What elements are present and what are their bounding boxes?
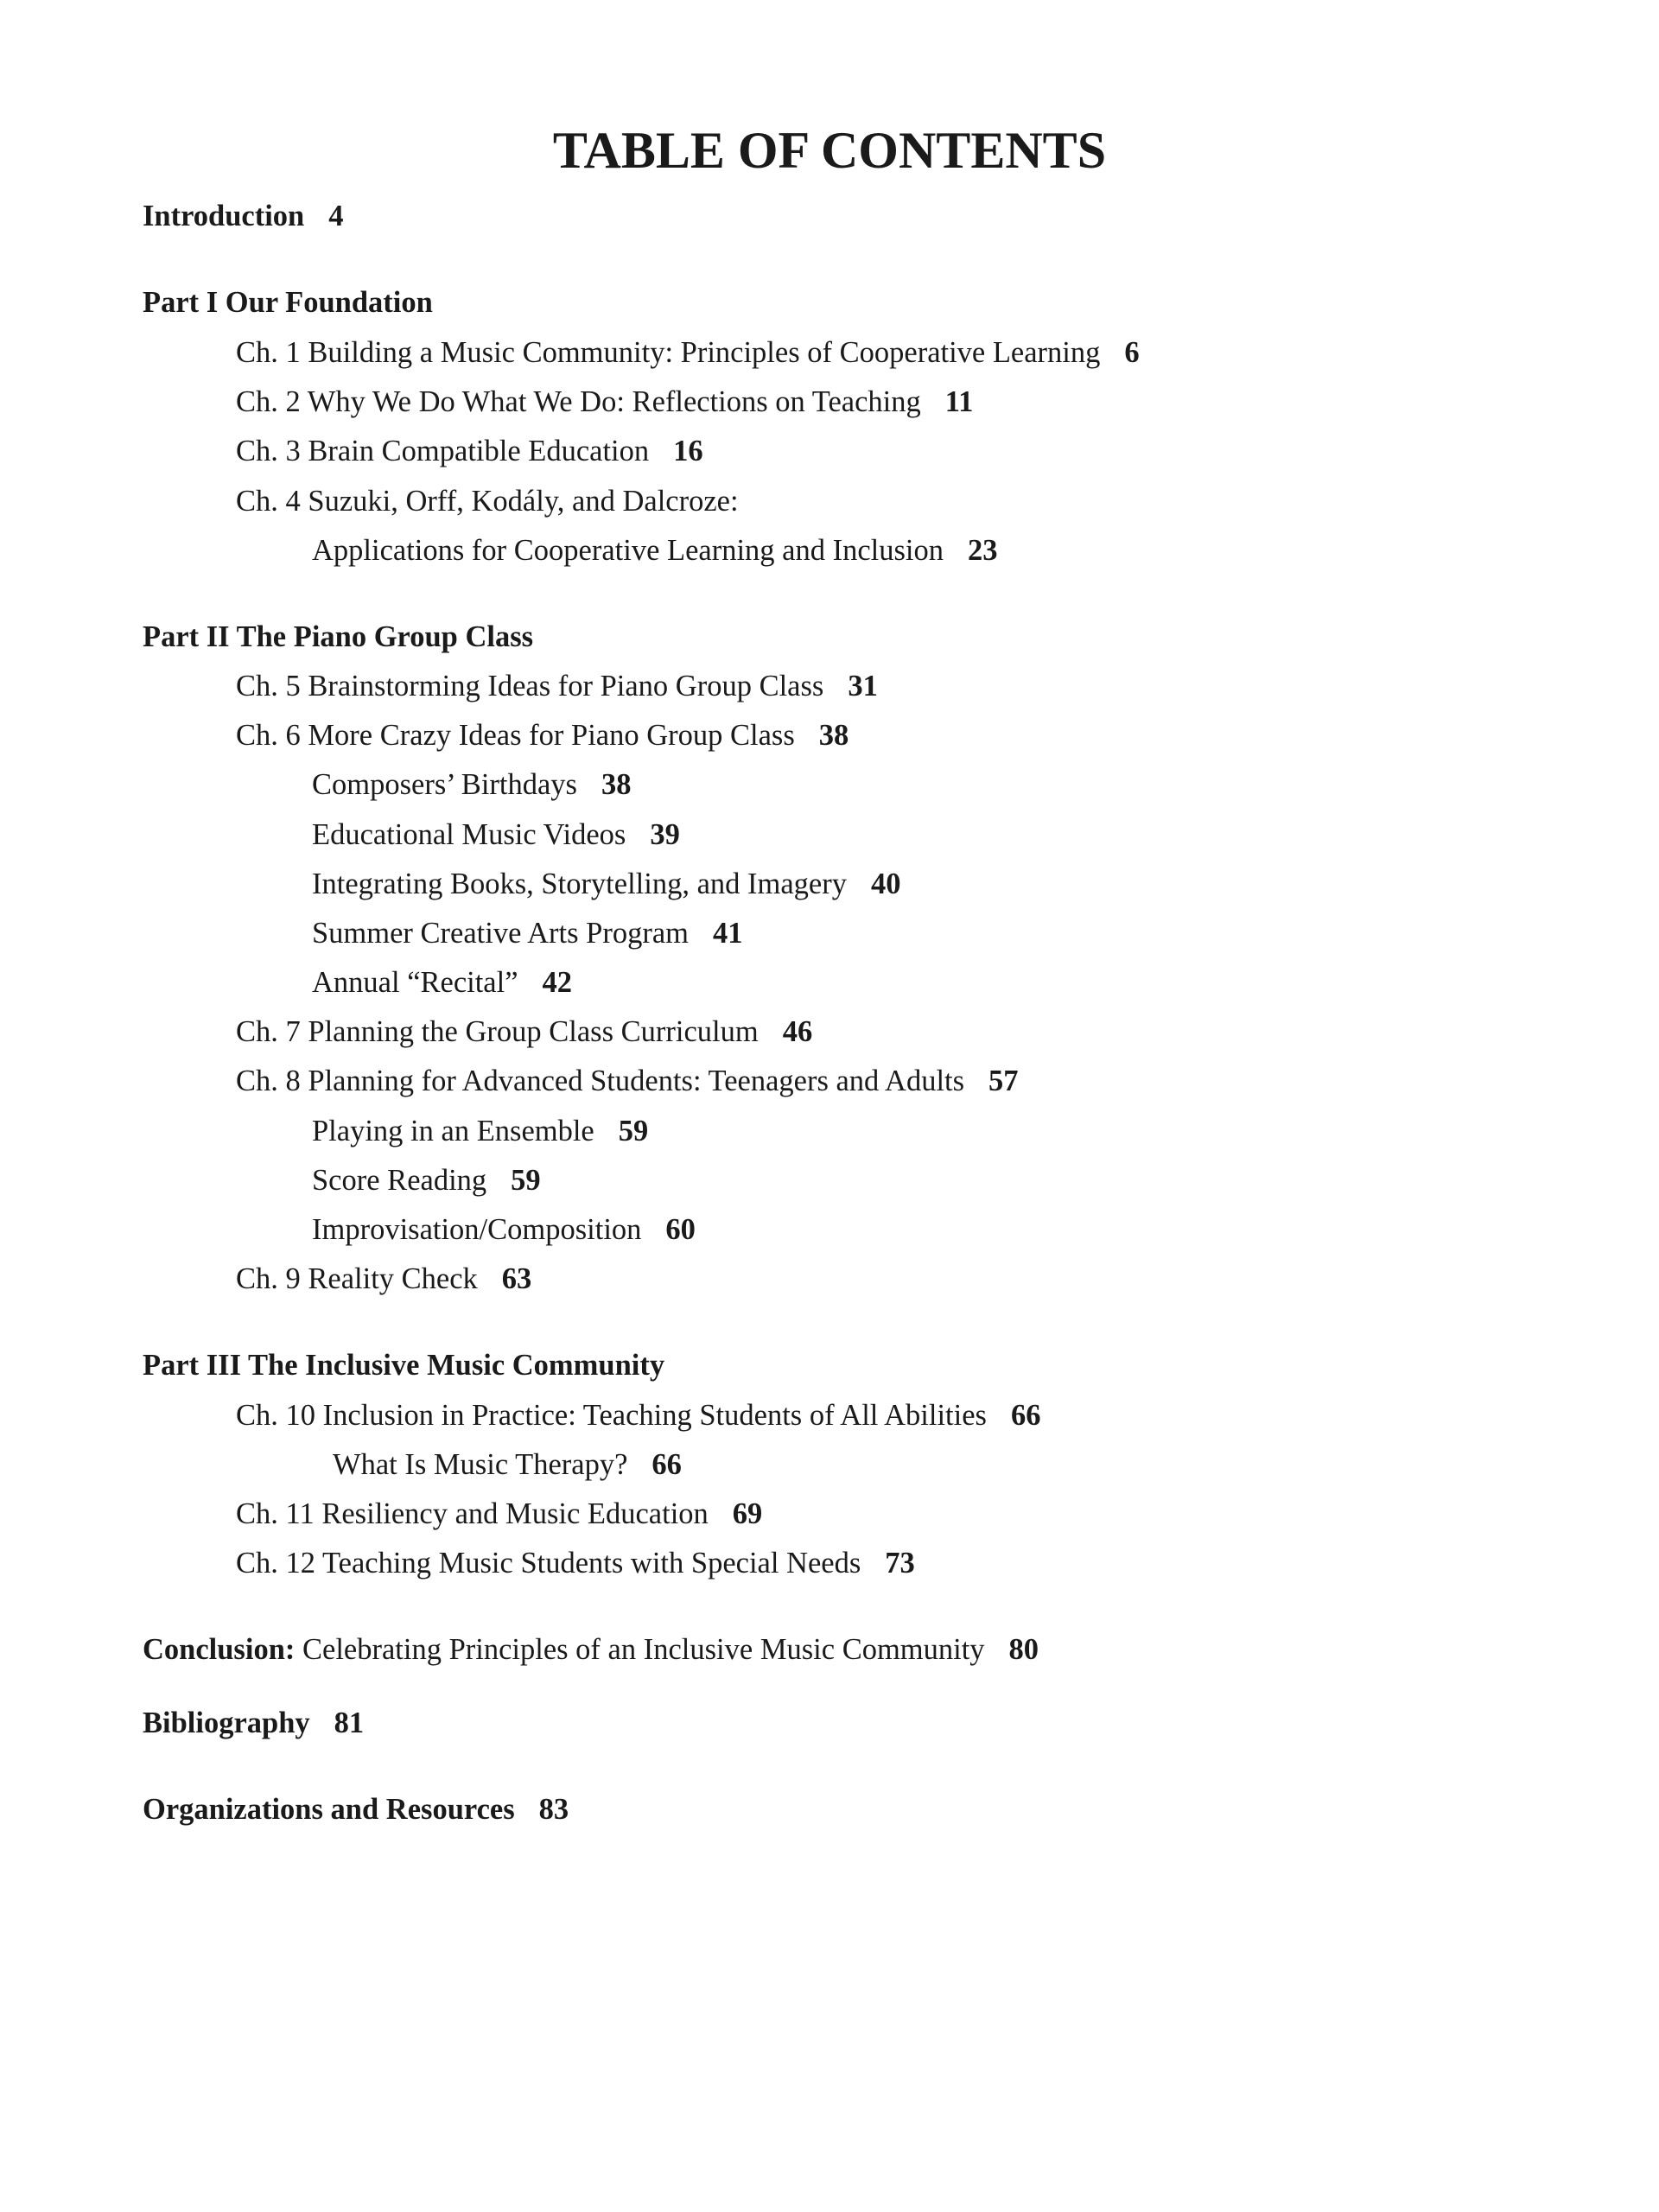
entry-page: 60 <box>665 1213 696 1246</box>
entry-page: 40 <box>870 868 901 900</box>
part-heading-1: Part I Our Foundation <box>143 286 433 319</box>
entry-page: 42 <box>542 966 573 999</box>
part-heading-3: Part III The Inclusive Music Community <box>143 1349 665 1382</box>
entry-label: Ch. 2 Why We Do What We Do: Reflections on Teaching <box>236 385 921 418</box>
entry-page: 80 <box>1008 1633 1039 1666</box>
entry-page: 16 <box>673 435 703 467</box>
entry-page: 59 <box>511 1164 541 1197</box>
toc-entry-introduction[interactable] <box>143 199 344 233</box>
entry-page: 73 <box>885 1547 915 1580</box>
entry-label: Educational Music Videos <box>312 818 626 851</box>
entry-page: 38 <box>601 768 632 801</box>
toc-entry-ch2[interactable] <box>236 385 973 419</box>
entry-label: Ch. 5 Brainstorming Ideas for Piano Group Class <box>236 670 824 702</box>
toc-subentry[interactable] <box>312 767 631 802</box>
toc-entry-ch10[interactable] <box>236 1398 1040 1433</box>
entry-page: 57 <box>988 1065 1019 1097</box>
toc-entry-ch1[interactable] <box>236 335 1140 370</box>
entry-page: 38 <box>818 719 849 752</box>
entry-page: 4 <box>328 200 344 232</box>
entry-label: Integrating Books, Storytelling, and Imagery <box>312 868 847 900</box>
page-title: TABLE OF CONTENTS <box>552 122 1107 179</box>
toc-subentry[interactable] <box>312 867 900 901</box>
entry-page: 66 <box>652 1448 682 1481</box>
toc-entry-ch6[interactable] <box>236 718 849 753</box>
toc-entry-ch7[interactable] <box>236 1014 812 1049</box>
toc-entry-ch4[interactable] <box>236 484 739 518</box>
entry-label: Ch. 4 Suzuki, Orff, Kodály, and Dalcroze: <box>236 485 739 518</box>
toc-entry-ch8[interactable] <box>236 1064 1019 1098</box>
entry-label: Applications for Cooperative Learning and Inclusion <box>312 534 944 567</box>
entry-label: Annual “Recital” <box>312 966 518 999</box>
entry-page: 81 <box>334 1707 365 1739</box>
entry-label: Composers’ Birthdays <box>312 768 577 801</box>
entry-label: Improvisation/Composition <box>312 1213 642 1246</box>
toc-subentry[interactable] <box>312 1163 541 1198</box>
part-heading-2: Part II The Piano Group Class <box>143 620 534 653</box>
toc-entry-ch3[interactable] <box>236 434 703 468</box>
entry-page: 59 <box>618 1115 649 1147</box>
entry-page: 11 <box>944 385 974 418</box>
entry-page: 6 <box>1124 336 1140 369</box>
entry-page: 23 <box>968 534 998 567</box>
entry-page: 83 <box>538 1793 569 1826</box>
entry-label: Organizations and Resources <box>143 1793 515 1826</box>
entry-label: Ch. 7 Planning the Group Class Curriculum <box>236 1015 759 1048</box>
entry-page: 66 <box>1010 1399 1041 1432</box>
toc-subentry[interactable] <box>312 1212 696 1247</box>
toc-entry-ch9[interactable] <box>236 1262 531 1296</box>
toc-subentry[interactable] <box>312 916 742 950</box>
entry-label: Ch. 9 Reality Check <box>236 1262 478 1295</box>
toc-subentry[interactable] <box>333 1447 682 1482</box>
entry-label: Playing in an Ensemble <box>312 1115 594 1147</box>
entry-label: Ch. 10 Inclusion in Practice: Teaching Students of All Abilities <box>236 1399 987 1432</box>
entry-label-bold: Conclusion: <box>143 1633 296 1666</box>
entry-label: What Is Music Therapy? <box>333 1448 628 1481</box>
entry-label: Ch. 12 Teaching Music Students with Special Needs <box>236 1547 861 1580</box>
toc-entry-conclusion[interactable] <box>143 1632 1039 1667</box>
entry-label: Score Reading <box>312 1164 487 1197</box>
entry-page: 41 <box>712 917 743 950</box>
toc-entry-ch12[interactable] <box>236 1546 915 1580</box>
entry-label: Summer Creative Arts Program <box>312 917 689 950</box>
entry-page: 46 <box>782 1015 813 1048</box>
entry-label: Ch. 3 Brain Compatible Education <box>236 435 650 467</box>
entry-page: 39 <box>650 818 680 851</box>
entry-page: 69 <box>732 1497 763 1530</box>
entry-label: Ch. 8 Planning for Advanced Students: Teenagers and Adults <box>236 1065 965 1097</box>
toc-subentry[interactable] <box>312 817 680 852</box>
toc-subentry[interactable] <box>312 965 572 1000</box>
entry-label: Ch. 6 More Crazy Ideas for Piano Group Class <box>236 719 795 752</box>
entry-label: Bibliography <box>143 1707 310 1739</box>
entry-page: 63 <box>501 1262 532 1295</box>
toc-entry-bibliography[interactable] <box>143 1706 364 1740</box>
toc-entry-ch5[interactable] <box>236 669 878 703</box>
entry-label: Ch. 1 Building a Music Community: Principles of Cooperative Learning <box>236 336 1101 369</box>
toc-entry-ch11[interactable] <box>236 1497 762 1531</box>
toc-entry-ch4-continued[interactable] <box>312 533 998 568</box>
entry-label: Introduction <box>143 200 305 232</box>
entry-page: 31 <box>848 670 878 702</box>
entry-label: Celebrating Principles of an Inclusive Music Community <box>302 1633 985 1666</box>
toc-subentry[interactable] <box>312 1114 648 1148</box>
toc-entry-organizations[interactable] <box>143 1792 569 1827</box>
entry-label: Ch. 11 Resiliency and Music Education <box>236 1497 709 1530</box>
